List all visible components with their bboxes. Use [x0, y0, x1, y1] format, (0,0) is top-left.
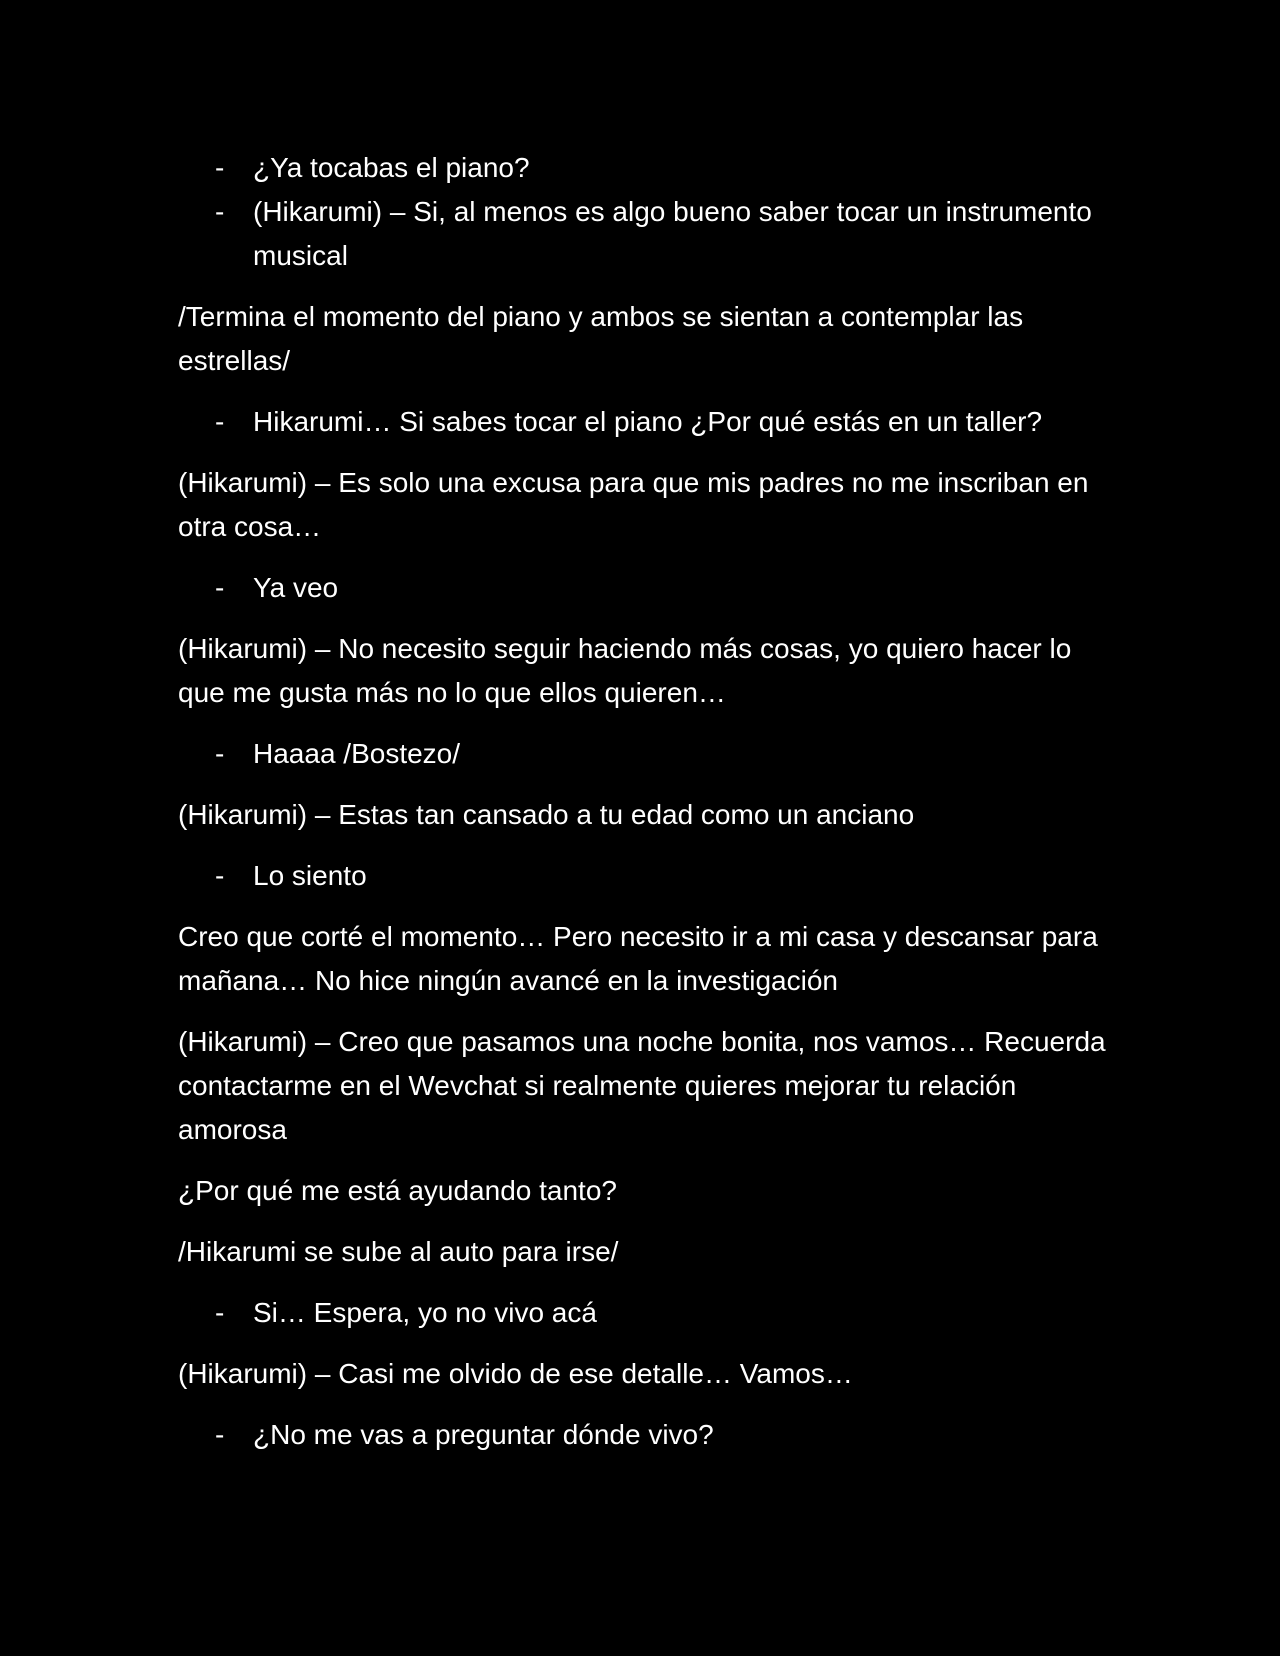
- bullet-marker: -: [215, 1419, 225, 1450]
- bullet-marker: -: [215, 860, 225, 891]
- narration-paragraph: Creo que corté el momento… Pero necesito ir a mi casa y descansar para mañana… No hice ningún avancé en la investigación: [178, 921, 1098, 996]
- dialogue-paragraph: (Hikarumi) – Estas tan cansado a tu edad como un anciano: [178, 799, 915, 830]
- bullet-text: Si… Espera, yo no vivo acá: [253, 1297, 597, 1328]
- bullet-list: [178, 400, 1108, 444]
- bullet-marker: -: [215, 196, 225, 227]
- bullet-list: [178, 146, 1108, 278]
- bullet-item: [178, 146, 1108, 190]
- narration-paragraph: /Termina el momento del piano y ambos se sientan a contemplar las estrellas/: [178, 301, 1024, 376]
- bullet-text: ¿Ya tocabas el piano?: [253, 152, 530, 183]
- bullet-text: (Hikarumi) – Si, al menos es algo bueno saber tocar un instrumento musical: [253, 196, 1092, 271]
- dialogue-paragraph: (Hikarumi) – Es solo una excusa para que mis padres no me inscriban en otra cosa…: [178, 467, 1089, 542]
- bullet-marker: -: [215, 738, 225, 769]
- bullet-marker: -: [215, 572, 225, 603]
- bullet-text: Hikarumi… Si sabes tocar el piano ¿Por qué estás en un taller?: [253, 406, 1043, 437]
- bullet-item: [178, 732, 1108, 776]
- bullet-marker: -: [215, 1297, 225, 1328]
- bullet-list: [178, 1413, 1108, 1457]
- dialogue-paragraph: (Hikarumi) – Creo que pasamos una noche bonita, nos vamos… Recuerda contactarme en el Wevchat si realmente quieres mejorar tu relación amorosa: [178, 1026, 1106, 1145]
- narration-paragraph: ¿Por qué me está ayudando tanto?: [178, 1175, 617, 1206]
- document-page: [178, 146, 1108, 1474]
- bullet-list: [178, 566, 1108, 610]
- bullet-text: ¿No me vas a preguntar dónde vivo?: [253, 1419, 714, 1450]
- bullet-marker: -: [215, 406, 225, 437]
- bullet-list: [178, 1291, 1108, 1335]
- bullet-item: [178, 1291, 1108, 1335]
- bullet-list: [178, 732, 1108, 776]
- bullet-item: [178, 854, 1108, 898]
- dialogue-paragraph: (Hikarumi) – Casi me olvido de ese detalle… Vamos…: [178, 1358, 853, 1389]
- bullet-text: Ya veo: [253, 572, 339, 603]
- bullet-item: [178, 190, 1108, 278]
- bullet-item: [178, 1413, 1108, 1457]
- bullet-text: Haaaa /Bostezo/: [253, 738, 461, 769]
- bullet-marker: -: [215, 152, 225, 183]
- narration-paragraph: /Hikarumi se sube al auto para irse/: [178, 1236, 619, 1267]
- bullet-item: [178, 566, 1108, 610]
- bullet-text: Lo siento: [253, 860, 367, 891]
- dialogue-paragraph: (Hikarumi) – No necesito seguir haciendo más cosas, yo quiero hacer lo que me gusta más no lo que ellos quieren…: [178, 633, 1072, 708]
- bullet-list: [178, 854, 1108, 898]
- bullet-item: [178, 400, 1108, 444]
